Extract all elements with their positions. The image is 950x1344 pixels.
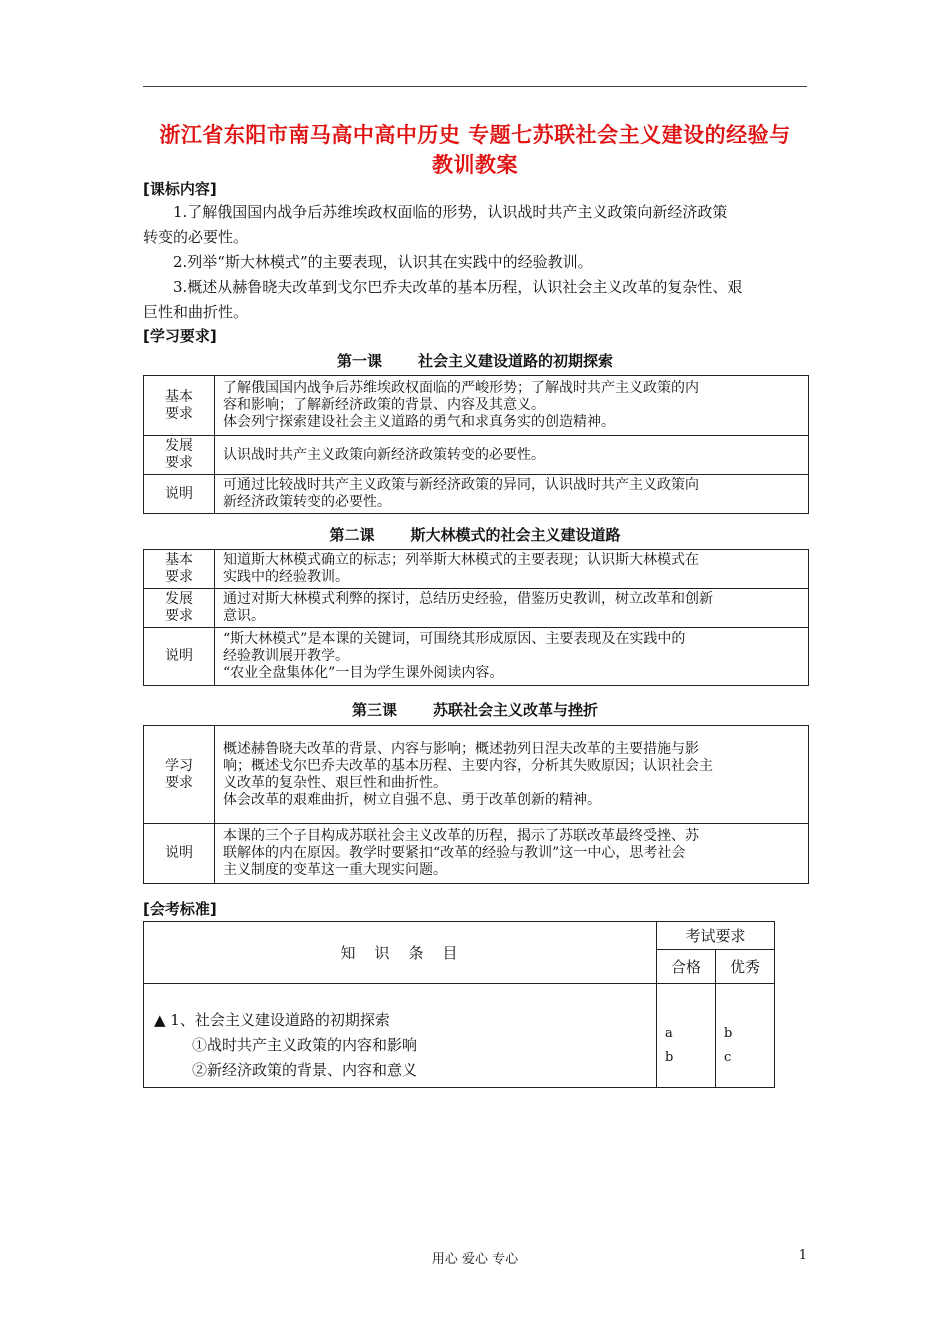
standards-heading: [会考标准] [143,900,217,918]
table-spacer-row [144,984,775,1006]
header-rule [143,86,807,87]
table-row [144,726,809,824]
lesson-3-title: 第三课 苏联社会主义改革与挫折 [351,701,599,719]
table-header-row [144,922,775,950]
row-label: 发展 要求 [144,436,215,475]
row-label: 学习 要求 [144,726,215,824]
title-line-1: 浙江省东阳市南马高中高中历史 专题七苏联社会主义建设的经验与 [159,123,791,147]
requirements-heading: [学习要求] [143,327,217,345]
standards-table [143,921,775,1088]
lesson-2-table [143,549,809,686]
table-row [144,475,809,514]
pass-values: a b [657,1006,716,1088]
page-number: 1 [798,1248,807,1263]
standards-items [144,1006,657,1088]
curriculum-item-3-cont: 巨性和曲折性。 [143,303,249,321]
standard-item-1-1: ①战时共产主义政策的内容和影响 [192,1035,418,1054]
row-label: 发展 要求 [144,589,215,628]
row-content: 本课的三个子目构成苏联社会主义改革的历程，揭示了苏联改革最终受挫、苏 联解体的内在原因。教学时要紧扣“改革的经验与教训”这一中心，思考社会 主义制度的变革这一重大现实问题。 [215,824,809,884]
curriculum-item-1: 1.了解俄国国内战争后苏维埃政权面临的形势，认识战时共产主义政策向新经济政策 [173,203,728,221]
lesson-2-title: 第二课 斯大林模式的社会主义建设道路 [329,526,621,544]
page-title [143,120,807,180]
row-content: 知道斯大林模式确立的标志；列举斯大林模式的主要表现；认识斯大林模式在 实践中的经验教训。 [215,550,809,589]
curriculum-content [143,200,807,325]
row-content: 通过对斯大林模式利弊的探讨，总结历史经验，借鉴历史教训，树立改革和创新 意识。 [215,589,809,628]
table-row [144,436,809,475]
row-label: 说明 [144,824,215,884]
lesson-3-table [143,725,809,884]
curriculum-item-2: 2.列举“斯大林模式”的主要表现，认识其在实践中的经验教训。 [173,253,593,271]
table-row [144,1006,775,1088]
row-label: 说明 [144,475,215,514]
lesson-1-table [143,375,809,514]
footer-motto: 用心 爱心 专心 [431,1252,519,1267]
row-label: 基本 要求 [144,550,215,589]
table-row [144,628,809,686]
row-content: “斯大林模式”是本课的关键词，可围绕其形成原因、主要表现及在实践中的 经验教训展开教学。 “农业全盘集体化”一目为学生课外阅读内容。 [215,628,809,686]
row-content: 概述赫鲁晓夫改革的背景、内容与影响；概述勃列日涅夫改革的主要措施与影 响；概述戈尔巴乔夫改革的基本历程、主要内容，分析其失败原因；认识社会主 义改革的复杂性、艰巨性和曲折性。 体会改革的艰难曲折，树立自强不息、勇于改革创新的精神。 [215,726,809,824]
table-row [144,824,809,884]
table-row [144,589,809,628]
row-label: 说明 [144,628,215,686]
standard-item-1: ▲ 1、社会主义建设道路的初期探索 [154,1010,390,1029]
title-line-2: 教训教案 [432,153,518,177]
excellent-values: b c [716,1006,775,1088]
table-row [144,550,809,589]
col-pass-header: 合格 [657,950,716,984]
row-content: 认识战时共产主义政策向新经济政策转变的必要性。 [215,436,809,475]
row-content: 可通过比较战时共产主义政策与新经济政策的异同，认识战时共产主义政策向 新经济政策转变的必要性。 [215,475,809,514]
standard-item-1-2: ②新经济政策的背景、内容和意义 [192,1060,418,1079]
curriculum-item-3: 3.概述从赫鲁晓夫改革到戈尔巴乔夫改革的基本历程，认识社会主义改革的复杂性、艰 [173,278,743,296]
col-excellent-header: 优秀 [716,950,775,984]
row-label: 基本 要求 [144,376,215,436]
curriculum-item-1-cont: 转变的必要性。 [143,228,249,246]
curriculum-heading: [课标内容] [143,180,217,198]
lesson-1-title: 第一课 社会主义建设道路的初期探索 [336,352,614,370]
table-row [144,376,809,436]
col-exam-header: 考试要求 [657,922,775,950]
col-item-header: 知 识 条 目 [144,922,657,984]
row-content: 了解俄国国内战争后苏维埃政权面临的严峻形势；了解战时共产主义政策的内 容和影响；了解新经济政策的背景、内容及其意义。 体会列宁探索建设社会主义道路的勇气和求真务实的创造精神。 [215,376,809,436]
